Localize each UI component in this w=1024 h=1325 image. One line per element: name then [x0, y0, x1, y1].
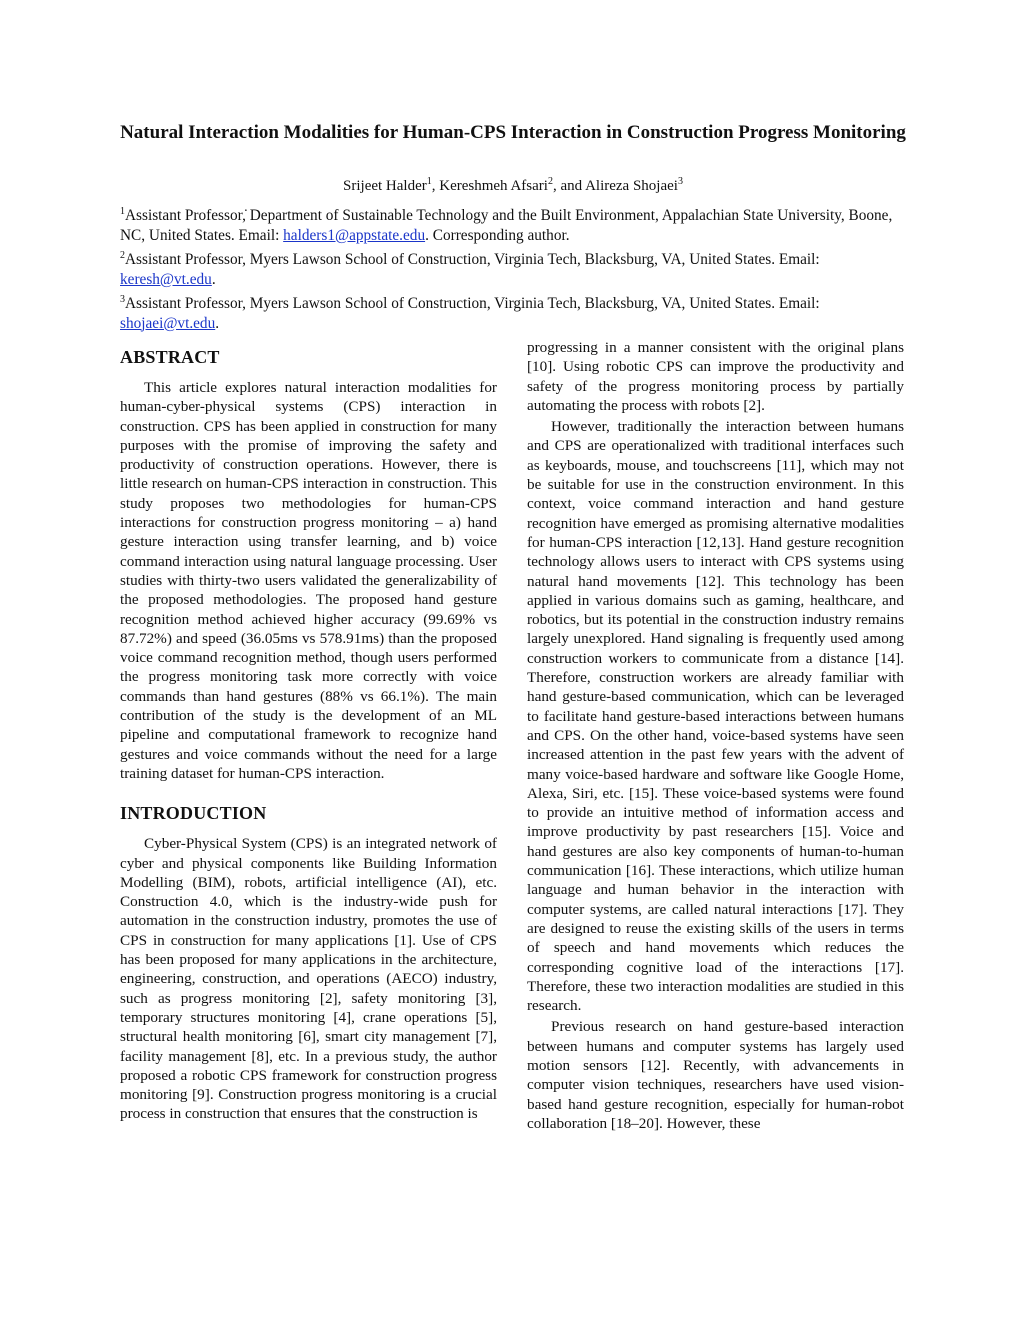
author-superscript: 2 [547, 176, 553, 187]
author-name: Alireza Shojaei [585, 178, 678, 194]
affiliation-2 [120, 250, 906, 289]
author-name: Kereshmeh Afsari [439, 178, 548, 194]
affiliation-3 [120, 294, 906, 333]
email-link[interactable]: shojaei@vt.edu [120, 314, 216, 332]
paper-title: Natural Interaction Modalities for Human-CPS Interaction in Construction Progress Monitoring [120, 122, 906, 143]
author-superscript: 3 [677, 176, 683, 187]
affiliation-text: Assistant Professor, Myers Lawson School of Construction, Virginia Tech, Blacksburg, VA, United States. Email: [125, 295, 820, 312]
affiliation-text: Assistant Professor,̇ Department of Sustainable Technology and the Built Environment, Appalachian State University, Boone, NC, United States. Email: [120, 207, 893, 244]
email-link[interactable]: halders1@appstate.edu [283, 226, 426, 244]
affiliation-text: Assistant Professor, Myers Lawson School of Construction, Virginia Tech, Blacksburg, VA, United States. Email: [125, 251, 820, 268]
body-paragraph: However, traditionally the interaction between humans and CPS are operationalized with traditional interfaces such as keyboards, mouse, and touchscreens [11], which may not be suitable for use in the construction environment. In this context, voice command interaction and hand gesture recognition have emerged as promising alternative modalities for human-CPS interaction [12,13]. Hand gesture recognition technology allows users to interact with CPS systems using natural hand movements [12]. This technology has been applied in various domains such as gaming, healthcare, and robotics, but its potential in the construction industry remains largely unexplored. Hand signaling is frequently used among construction workers to communicate from a distance [14]. Therefore, construction workers are already familiar with hand gesture-based communication, which can be leveraged to facilitate hand gesture-based interactions between humans and CPS. On the other hand, voice-based systems have seen increased attention in the past few years with the advent of many voice-based hardware and software like Google Home, Alexa, Siri, etc. [15]. These voice-based systems were found to provide an intuitive method of information access and improve productivity by past researchers [15]. Voice and hand gestures are also key components of human-to-human communication [16]. These interactions, which utilize human language and human behavior in the interaction with computer systems, are called natural interactions [17]. They are designed to reuse the existing skills of the users in terms of speech and hand movements which reduces the corresponding cognitive load of the interactions [17]. Therefore, these two interaction modalities are studied in this research. [527, 418, 904, 1015]
body-paragraph: Cyber-Physical System (CPS) is an integrated network of cyber and physical components like Building Information Modelling (BIM), robots, artificial intelligence (AI), etc. Construction 4.0, which is the industry-wide push for automation in the construction industry, promotes the use of CPS in construction for many applications [1]. Use of CPS has been proposed for many applications in the architecture, engineering, construction, and operations (AECO) industry, such as progress monitoring [2], safety monitoring [3], temporary structures monitoring [4], crane operations [5], structural health monitoring [6], smart city management [7], facility management [8], etc. In a previous study, the author proposed a robotic CPS framework for construction progress monitoring [9]. Construction progress monitoring is a crucial process in construction that ensures that the construction is [120, 835, 497, 1123]
affiliation-superscript: 2 [120, 249, 125, 261]
left-column [120, 346, 497, 1124]
affiliation-tail: . [211, 270, 216, 288]
affiliation-superscript: 3 [120, 293, 125, 305]
abstract-heading: ABSTRACT [120, 347, 220, 367]
affiliation-tail: . Corresponding author. [425, 226, 570, 244]
affiliation-1 [120, 206, 906, 245]
introduction-heading: INTRODUCTION [120, 803, 267, 824]
author-separator: , [431, 178, 440, 194]
author-list [120, 176, 906, 196]
body-paragraph: progressing in a manner consistent with the original plans [10]. Using robotic CPS can improve the productivity and safety of the progress monitoring process by partially automating the process with robots [2]. [527, 339, 904, 414]
author-separator: , and [552, 178, 586, 194]
affiliation-superscript: 1 [120, 205, 125, 217]
affiliation-tail: . [215, 314, 220, 332]
author-superscript: 1 [426, 176, 432, 187]
right-column [527, 338, 904, 1133]
email-link[interactable]: keresh@vt.edu [120, 270, 212, 288]
author-name: Srijeet Halder [343, 178, 427, 194]
body-paragraph: Previous research on hand gesture-based interaction between humans and computer systems has largely used motion sensors [12]. Recently, with advancements in computer vision techniques, researchers have used vision-based hand gesture recognition, especially for human-robot collaboration [18–20]. However, these [527, 1018, 904, 1132]
abstract-paragraph: This article explores natural interaction modalities for human-cyber-physical systems (CPS) interaction in construction. CPS has been applied in construction for many purposes with the promise of improving the safety and productivity of construction operations. However, there is little research on human-CPS interaction in construction. This study proposes two methodologies for human-CPS interactions for construction progress monitoring – a) hand gesture interaction using transfer learning, and b) voice command interaction using natural language processing. User studies with thirty-two users validated the generalizability of the proposed methodologies. The proposed hand gesture recognition method achieved higher accuracy (99.69% vs 87.72%) and speed (36.05ms vs 578.91ms) than the proposed voice command recognition method, though users performed the progress monitoring task more correctly with voice commands than hand gestures (88% vs 66.1%). The main contribution of the study is the development of an ML pipeline and computational framework to recognize hand gestures and voice commands without the need for a large training dataset for human-CPS interaction. [120, 379, 497, 782]
